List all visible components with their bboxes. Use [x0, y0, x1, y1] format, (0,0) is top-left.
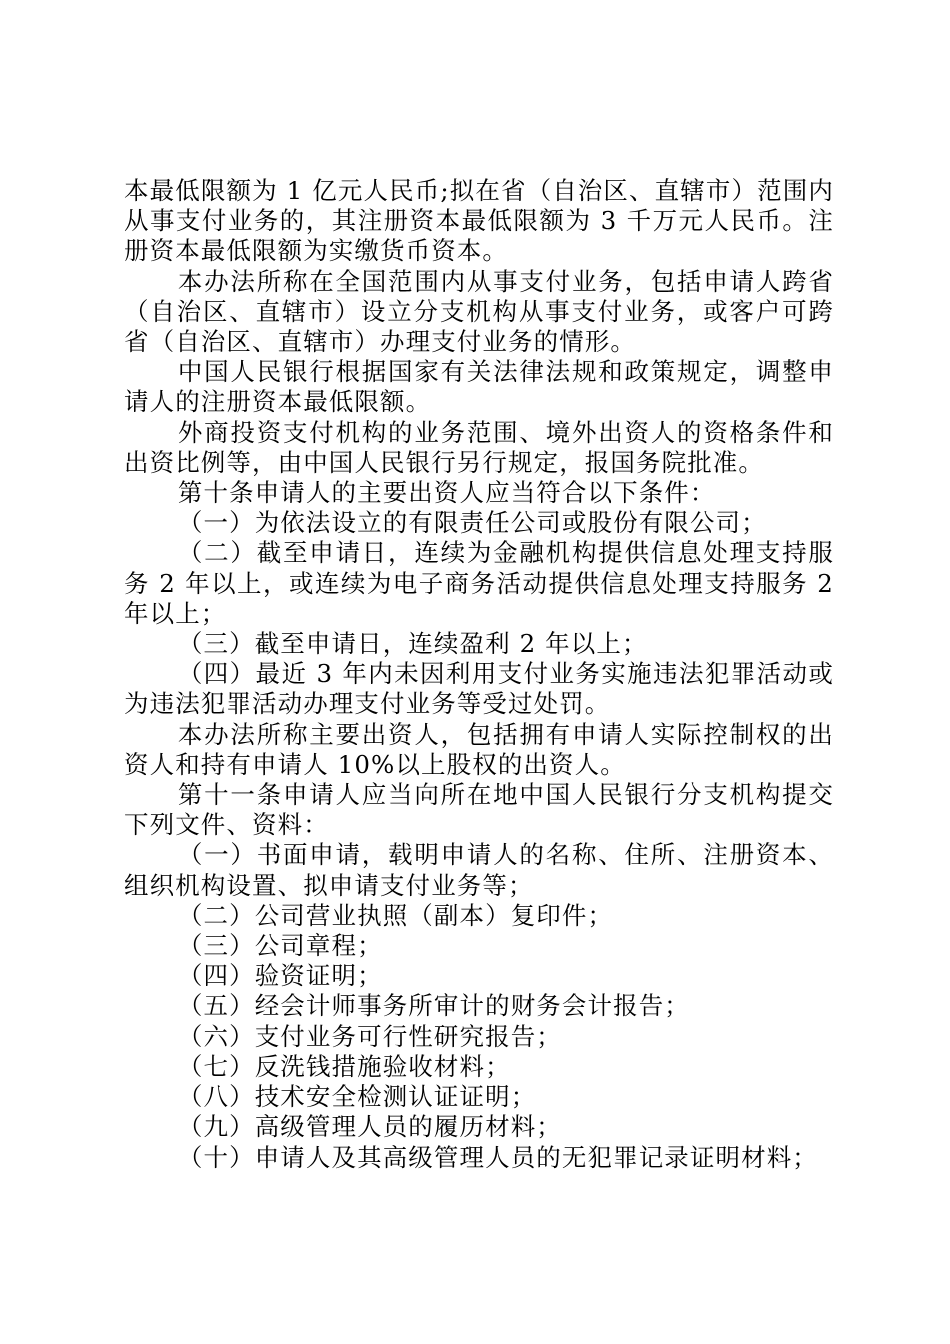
list-item: （四）最近 3 年内未因利用支付业务实施违法犯罪活动或为违法犯罪活动办理支付业务等受过处罚。 [124, 659, 834, 719]
article-heading: 第十条申请人的主要出资人应当符合以下条件： [177, 478, 716, 508]
list-item: （五）经会计师事务所审计的财务会计报告； [177, 991, 690, 1021]
list-item: （四）验资证明； [177, 961, 383, 991]
paragraph: 中国人民银行根据国家有关法律法规和政策规定，调整申请人的注册资本最低限额。 [124, 357, 834, 417]
document-body [124, 176, 834, 1173]
paragraph: 外商投资支付机构的业务范围、境外出资人的资格条件和出资比例等，由中国人民银行另行规定，报国务院批准。 [124, 417, 834, 477]
paragraph: 本办法所称主要出资人，包括拥有申请人实际控制权的出资人和持有申请人 10%以上股权的出资人。 [124, 719, 834, 779]
list-item: （三）公司章程； [177, 931, 383, 961]
list-item: （一）书面申请，载明申请人的名称、住所、注册资本、组织机构设置、拟申请支付业务等； [124, 840, 834, 900]
list-item: （六）支付业务可行性研究报告； [177, 1021, 562, 1051]
list-item: （二）公司营业执照（副本）复印件； [177, 900, 614, 930]
list-item: （十）申请人及其高级管理人员的无犯罪记录证明材料； [177, 1142, 818, 1172]
article-heading: 第十一条申请人应当向所在地中国人民银行分支机构提交下列文件、资料： [124, 780, 834, 840]
list-item: （三）截至申请日，连续盈利 2 年以上； [177, 629, 648, 659]
list-item: （二）截至申请日，连续为金融机构提供信息处理支持服务 2 年以上，或连续为电子商务活动提供信息处理支持服务 2 年以上； [124, 538, 834, 628]
list-item: （九）高级管理人员的履历材料； [177, 1112, 562, 1142]
list-item: （一）为依法设立的有限责任公司或股份有限公司； [177, 508, 767, 538]
paragraph: 本最低限额为 1 亿元人民币;拟在省（自治区、直辖市）范围内从事支付业务的，其注册资本最低限额为 3 千万元人民币。注册资本最低限额为实缴货币资本。 [124, 176, 834, 266]
paragraph: 本办法所称在全国范围内从事支付业务，包括申请人跨省（自治区、直辖市）设立分支机构从事支付业务，或客户可跨省（自治区、直辖市）办理支付业务的情形。 [124, 266, 834, 357]
list-item: （七）反洗钱措施验收材料； [177, 1051, 511, 1081]
list-item: （八）技术安全检测认证证明； [177, 1082, 537, 1112]
